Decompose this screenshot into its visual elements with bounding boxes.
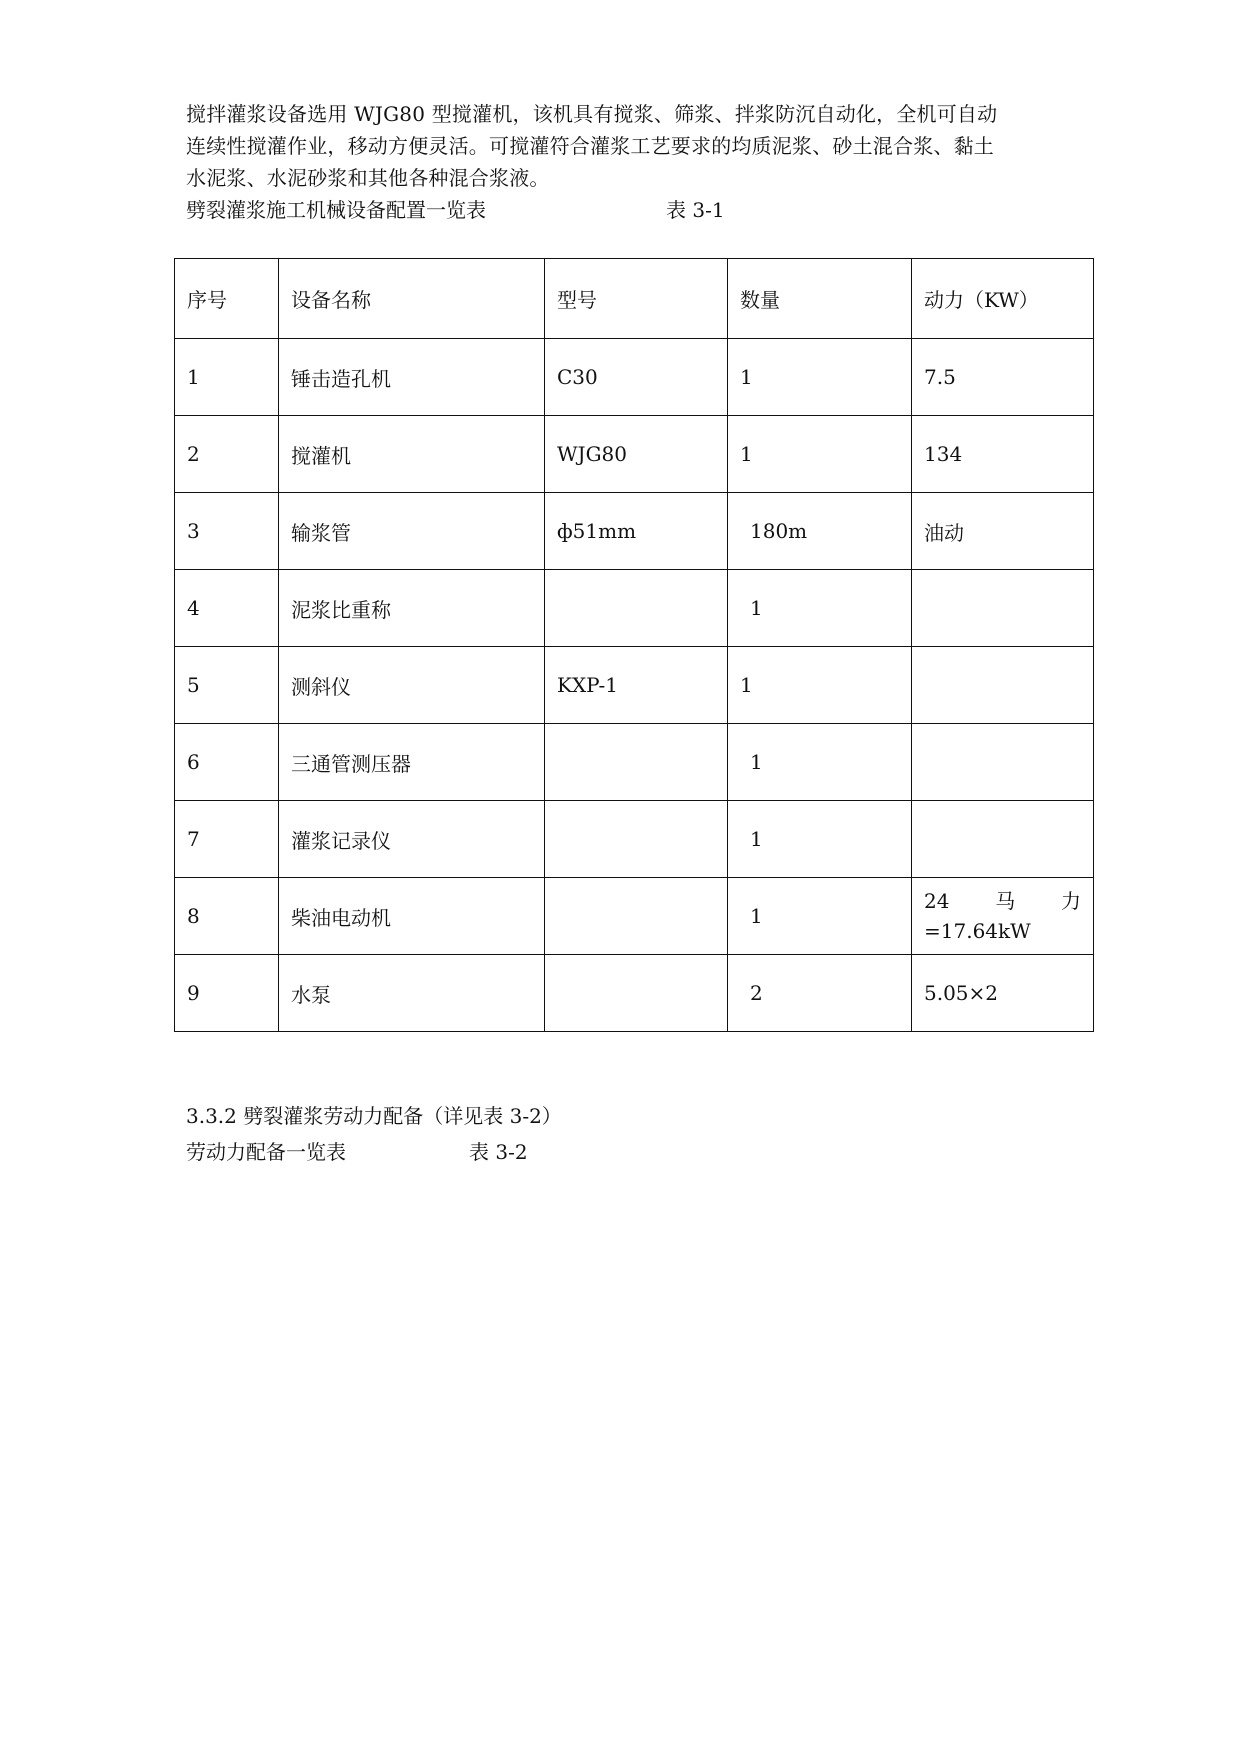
- cell-no: 1: [175, 339, 279, 416]
- header-model: 型号: [545, 259, 728, 339]
- table-row: [175, 955, 1094, 1032]
- cell-qty: 1: [728, 416, 912, 493]
- cell-power: [912, 570, 1094, 647]
- cell-name: 水泵: [279, 955, 545, 1032]
- table-row: [175, 724, 1094, 801]
- equipment-table: [174, 258, 1094, 1032]
- cell-model: C30: [545, 339, 728, 416]
- cell-qty: 1: [728, 878, 912, 955]
- cell-no: 8: [175, 878, 279, 955]
- table-header-row: [175, 259, 1094, 339]
- table-row: [175, 801, 1094, 878]
- cell-power: 油动: [912, 493, 1094, 570]
- cell-power: [912, 724, 1094, 801]
- cell-name: 泥浆比重称: [279, 570, 545, 647]
- table1-caption-number: 表 3-1: [666, 198, 725, 222]
- power-split-text: [924, 886, 1093, 946]
- cell-no: 3: [175, 493, 279, 570]
- cell-power: 5.05×2: [912, 955, 1094, 1032]
- table-row: [175, 570, 1094, 647]
- cell-name: 输浆管: [279, 493, 545, 570]
- cell-qty: 1: [728, 801, 912, 878]
- cell-model: [545, 955, 728, 1032]
- intro-line-1: 搅拌灌浆设备选用 WJG80 型搅灌机，该机具有搅浆、筛浆、拌浆防沉自动化，全机可自动: [186, 102, 998, 126]
- cell-name: 柴油电动机: [279, 878, 545, 955]
- cell-no: 7: [175, 801, 279, 878]
- cell-qty: 1: [728, 647, 912, 724]
- cell-power: 134: [912, 416, 1094, 493]
- table-row: [175, 416, 1094, 493]
- power-second-line: =17.64kW: [924, 919, 1031, 943]
- cell-name: 三通管测压器: [279, 724, 545, 801]
- intro-line-3: 水泥浆、水泥砂浆和其他各种混合浆液。: [186, 166, 550, 190]
- intro-paragraph: [186, 98, 1066, 194]
- cell-name: 锤击造孔机: [279, 339, 545, 416]
- cell-model: [545, 724, 728, 801]
- cell-model: ф51mm: [545, 493, 728, 570]
- cell-qty: 1: [728, 570, 912, 647]
- power-part-ma: 马: [995, 889, 1016, 913]
- cell-no: 9: [175, 955, 279, 1032]
- cell-qty: 1: [728, 724, 912, 801]
- intro-line-2: 连续性搅灌作业，移动方便灵活。可搅灌符合灌浆工艺要求的均质泥浆、砂土混合浆、黏土: [186, 134, 994, 158]
- power-part-number: 24: [924, 889, 950, 913]
- power-first-line: [924, 886, 1081, 916]
- cell-model: [545, 570, 728, 647]
- table1-caption-title: 劈裂灌浆施工机械设备配置一览表: [186, 198, 486, 222]
- cell-model: [545, 878, 728, 955]
- cell-model: WJG80: [545, 416, 728, 493]
- cell-qty: 2: [728, 955, 912, 1032]
- table-row: [175, 647, 1094, 724]
- header-power: 动力（KW）: [912, 259, 1094, 339]
- cell-power: [912, 878, 1094, 955]
- cell-qty: 180m: [728, 493, 912, 570]
- cell-name: 搅灌机: [279, 416, 545, 493]
- cell-power: 7.5: [912, 339, 1094, 416]
- cell-name: 测斜仪: [279, 647, 545, 724]
- cell-no: 5: [175, 647, 279, 724]
- table2-caption-title: 劳动力配备一览表: [186, 1140, 346, 1164]
- cell-no: 4: [175, 570, 279, 647]
- header-no: 序号: [175, 259, 279, 339]
- cell-no: 6: [175, 724, 279, 801]
- table2-caption-number: 表 3-2: [469, 1140, 528, 1164]
- cell-no: 2: [175, 416, 279, 493]
- header-name: 设备名称: [279, 259, 545, 339]
- cell-power: [912, 647, 1094, 724]
- cell-power: [912, 801, 1094, 878]
- cell-qty: 1: [728, 339, 912, 416]
- cell-model: [545, 801, 728, 878]
- table-row: [175, 493, 1094, 570]
- table-row: [175, 339, 1094, 416]
- section-heading: 3.3.2 劈裂灌浆劳动力配备（详见表 3-2）: [186, 1104, 562, 1128]
- cell-model: KXP-1: [545, 647, 728, 724]
- cell-name: 灌浆记录仪: [279, 801, 545, 878]
- power-part-li: 力: [1060, 889, 1081, 913]
- table-row: [175, 878, 1094, 955]
- header-qty: 数量: [728, 259, 912, 339]
